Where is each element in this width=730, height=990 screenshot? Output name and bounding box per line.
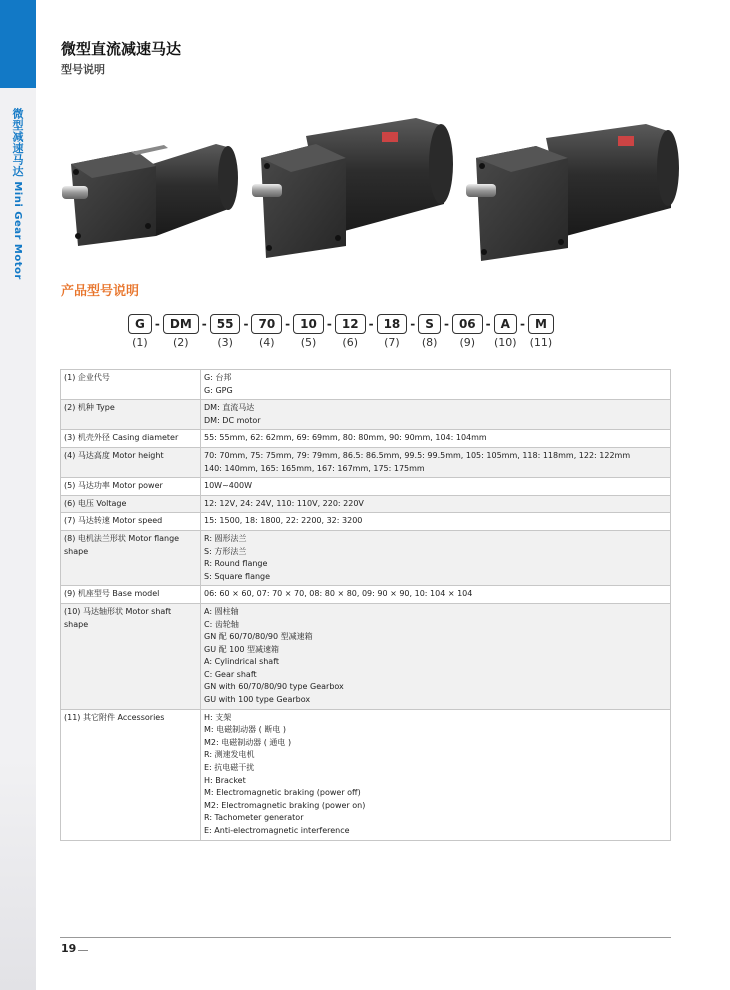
spec-label-cell: (6) 电压 Voltage bbox=[61, 495, 201, 513]
spec-value-line: M: 电磁制动器 ( 断电 ) bbox=[204, 725, 287, 735]
sidebar-label-cn: 微型减速马达 bbox=[11, 108, 24, 177]
table-row bbox=[61, 430, 671, 448]
table-row bbox=[61, 586, 671, 604]
code-separator: - bbox=[368, 317, 374, 331]
code-separator: - bbox=[485, 317, 491, 331]
spec-value-cell bbox=[201, 430, 671, 448]
sidebar-label bbox=[11, 108, 25, 280]
table-row bbox=[61, 495, 671, 513]
code-index-label: (5) bbox=[300, 336, 317, 349]
spec-value-line: GU 配 100 型减速箱 bbox=[204, 644, 279, 654]
motor-photo-1 bbox=[62, 144, 238, 246]
spec-value-cell bbox=[201, 478, 671, 496]
spec-value-cell bbox=[201, 400, 671, 430]
spec-value-cell bbox=[201, 709, 671, 840]
spec-value-line: R: Tachometer generator bbox=[204, 813, 304, 823]
spec-value-line: R: 圆形法兰 bbox=[204, 533, 247, 543]
spec-value-line: M: Electromagnetic braking (power off) bbox=[204, 788, 361, 798]
spec-value-line: 15: 1500, 18: 1800, 22: 2200, 32: 3200 bbox=[204, 516, 363, 526]
spec-value-line: 140: 140mm, 165: 165mm, 167: 167mm, 175: 175mm bbox=[204, 463, 425, 473]
spec-label-cell: (9) 机座型号 Base model bbox=[61, 586, 201, 604]
spec-value-line: E: 抗电磁干扰 bbox=[204, 763, 255, 773]
footer-divider bbox=[60, 937, 671, 938]
model-code-row bbox=[128, 313, 554, 335]
spec-value-line: M2: Electromagnetic braking (power on) bbox=[204, 800, 366, 810]
spec-value-line: 10W~400W bbox=[204, 481, 252, 491]
motor-photo-2 bbox=[252, 118, 453, 258]
spec-value-line: DM: 直流马达 bbox=[204, 403, 255, 413]
spec-value-cell bbox=[201, 495, 671, 513]
spec-value-line: GU with 100 type Gearbox bbox=[204, 695, 311, 705]
motor-photo-3 bbox=[466, 124, 679, 261]
page-title: 微型直流减速马达 bbox=[61, 40, 182, 58]
page-number: 19 bbox=[61, 942, 77, 955]
table-row bbox=[61, 530, 671, 585]
code-part-box: 10 bbox=[293, 314, 324, 334]
spec-value-line: 70: 70mm, 75: 75mm, 79: 79mm, 86.5: 86.5mm, 99.5: 99.5mm, 105: 105mm, 118: 118mm, 122: 122mm bbox=[204, 450, 631, 460]
spec-value-line: H: Bracket bbox=[204, 775, 246, 785]
code-separator: - bbox=[326, 317, 332, 331]
spec-value-cell bbox=[201, 586, 671, 604]
code-separator: - bbox=[201, 317, 207, 331]
spec-label-cell: (2) 机种 Type bbox=[61, 400, 201, 430]
spec-value-cell bbox=[201, 603, 671, 709]
spec-label-cell: (8) 电机法兰形状 Motor flange shape bbox=[61, 530, 201, 585]
code-part-box: G bbox=[128, 314, 152, 334]
code-part-box: A bbox=[494, 314, 517, 334]
spec-value-line: 12: 12V, 24: 24V, 110: 110V, 220: 220V bbox=[204, 498, 364, 508]
spec-value-line: 55: 55mm, 62: 62mm, 69: 69mm, 80: 80mm, 90: 90mm, 104: 104mm bbox=[204, 433, 487, 443]
code-index-label: (8) bbox=[421, 336, 438, 349]
spec-value-cell bbox=[201, 513, 671, 531]
spec-value-cell bbox=[201, 447, 671, 477]
code-separator: - bbox=[243, 317, 249, 331]
code-separator: - bbox=[410, 317, 416, 331]
code-index-label: (7) bbox=[384, 336, 400, 349]
table-row bbox=[61, 709, 671, 840]
spec-value-cell bbox=[201, 530, 671, 585]
table-row bbox=[61, 447, 671, 477]
spec-label-cell: (3) 机壳外径 Casing diameter bbox=[61, 430, 201, 448]
code-part-box: 55 bbox=[210, 314, 241, 334]
table-row bbox=[61, 603, 671, 709]
code-separator: - bbox=[519, 317, 525, 331]
page-number-dash bbox=[78, 950, 88, 951]
section-title: 产品型号说明 bbox=[61, 284, 140, 299]
spec-value-line: GN with 60/70/80/90 type Gearbox bbox=[204, 682, 344, 692]
spec-value-line: C: Gear shaft bbox=[204, 669, 257, 679]
spec-label-cell: (1) 企业代号 bbox=[61, 370, 201, 400]
code-part-box: S bbox=[418, 314, 441, 334]
spec-value-cell bbox=[201, 370, 671, 400]
code-separator: - bbox=[154, 317, 160, 331]
spec-value-line: S: Square flange bbox=[204, 571, 271, 581]
table-row bbox=[61, 370, 671, 400]
code-index-label: (11) bbox=[529, 336, 553, 349]
page-subtitle: 型号说明 bbox=[61, 63, 105, 76]
code-index-label: (2) bbox=[173, 336, 189, 349]
spec-label-cell: (7) 马达转速 Motor speed bbox=[61, 513, 201, 531]
code-part-box: 06 bbox=[452, 314, 483, 334]
spec-value-line: 06: 60 × 60, 07: 70 × 70, 08: 80 × 80, 09: 90 × 90, 10: 104 × 104 bbox=[204, 589, 473, 599]
spec-value-line: A: 圆柱轴 bbox=[204, 606, 239, 616]
code-separator: - bbox=[285, 317, 291, 331]
sidebar-label-en: Mini Gear Motor bbox=[12, 181, 23, 280]
code-index-label: (4) bbox=[259, 336, 275, 349]
spec-table bbox=[60, 369, 671, 841]
code-index-label: (9) bbox=[459, 336, 476, 349]
spec-value-line: R: Round flange bbox=[204, 559, 268, 569]
code-part-box: M bbox=[528, 314, 554, 334]
code-part-box: 12 bbox=[335, 314, 366, 334]
spec-label-cell: (10) 马达轴形状 Motor shaft shape bbox=[61, 603, 201, 709]
spec-label-cell: (4) 马达高度 Motor height bbox=[61, 447, 201, 477]
spec-label-cell: (5) 马达功率 Motor power bbox=[61, 478, 201, 496]
spec-value-line: G: 台邦 bbox=[204, 373, 232, 382]
code-part-box: DM bbox=[163, 314, 199, 334]
spec-value-line: GN 配 60/70/80/90 型减速箱 bbox=[204, 632, 313, 642]
code-part-box: 70 bbox=[251, 314, 282, 334]
table-row bbox=[61, 478, 671, 496]
table-row bbox=[61, 513, 671, 531]
spec-value-line: G: GPG bbox=[204, 385, 233, 395]
code-separator: - bbox=[443, 317, 449, 331]
sidebar-gradient bbox=[0, 760, 36, 990]
sidebar-accent-block bbox=[0, 0, 36, 88]
motor-product-photos bbox=[56, 96, 686, 276]
spec-value-line: DM: DC motor bbox=[204, 415, 261, 425]
spec-value-line: E: Anti-electromagnetic interference bbox=[204, 826, 350, 835]
spec-value-line: C: 齿轮轴 bbox=[204, 619, 239, 629]
code-index-label: (1) bbox=[132, 336, 148, 349]
code-index-label: (6) bbox=[342, 336, 359, 349]
spec-value-line: R: 测速发电机 bbox=[204, 750, 255, 760]
spec-value-line: A: Cylindrical shaft bbox=[204, 657, 280, 667]
table-row bbox=[61, 400, 671, 430]
spec-value-line: H: 支架 bbox=[204, 712, 232, 722]
spec-label-cell: (11) 其它附件 Accessories bbox=[61, 709, 201, 840]
code-index-label: (10) bbox=[493, 336, 517, 349]
spec-value-line: S: 方形法兰 bbox=[204, 546, 247, 556]
code-index-label: (3) bbox=[217, 336, 233, 349]
spec-value-line: M2: 电磁制动器 ( 通电 ) bbox=[204, 737, 292, 747]
code-part-box: 18 bbox=[377, 314, 408, 334]
